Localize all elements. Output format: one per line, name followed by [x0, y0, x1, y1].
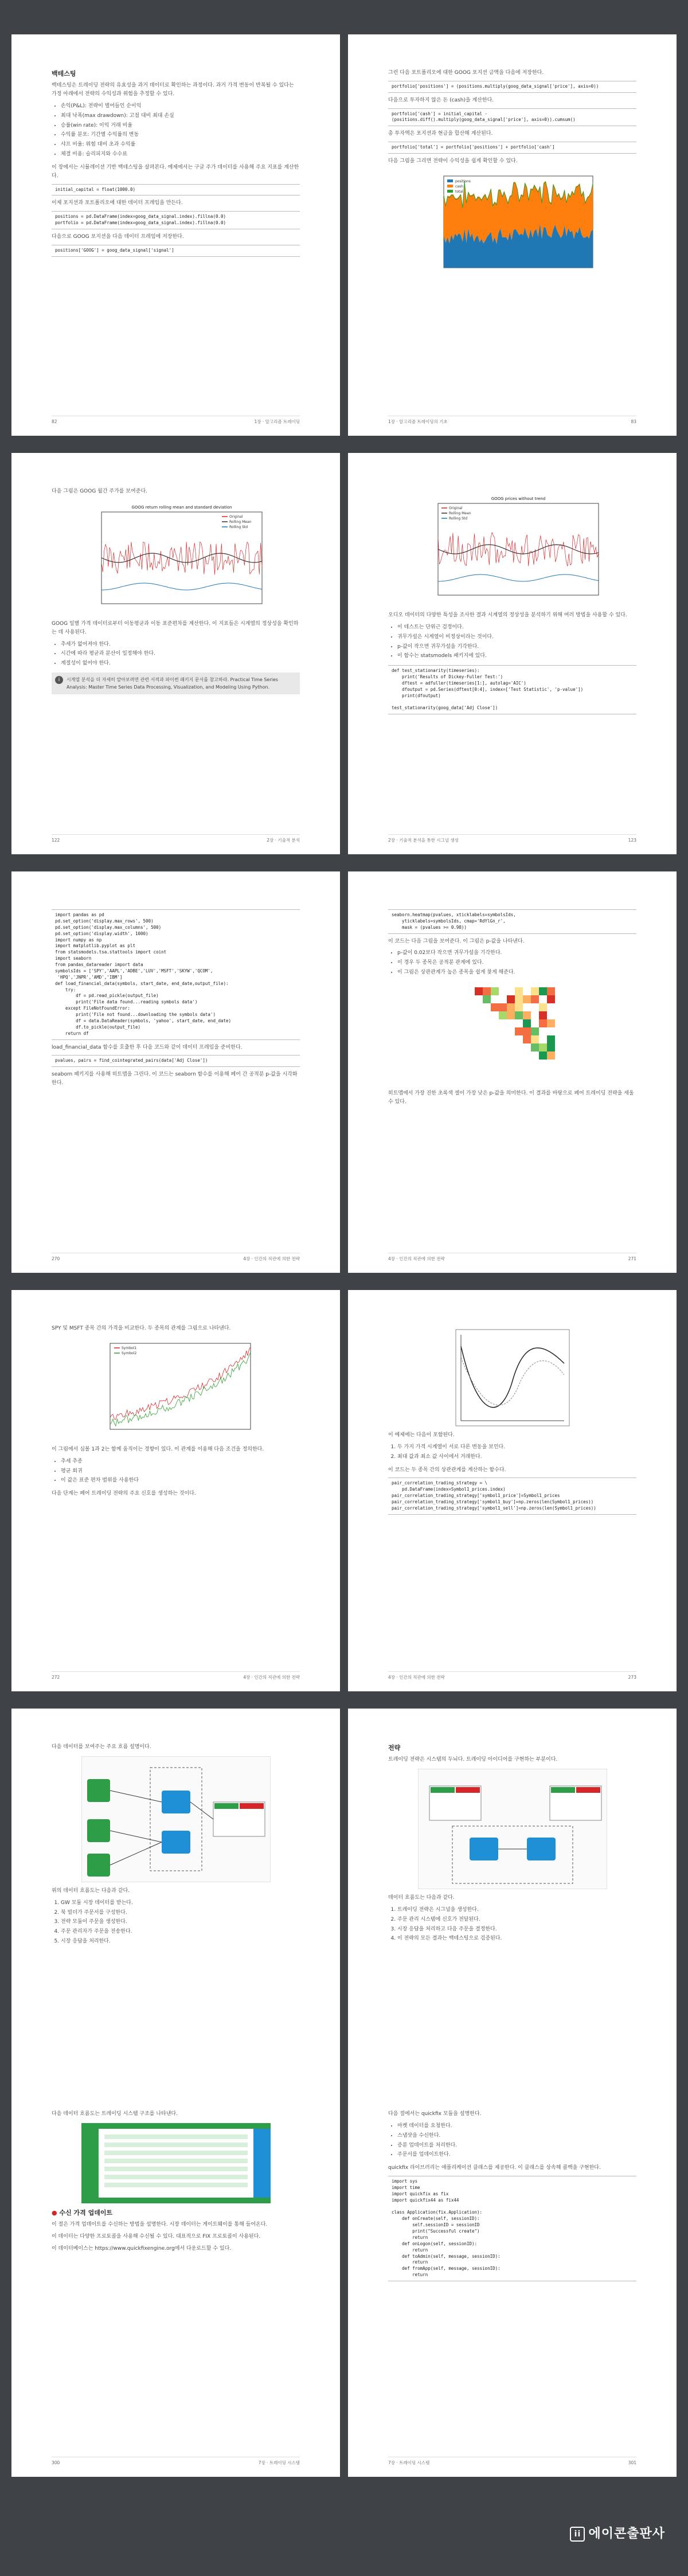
- paragraph: 오디오 데이터의 다양한 특성을 조사한 결과 시계열의 정상성을 분석하기 위해 여러 방법을 사용할 수 있다.: [388, 612, 627, 618]
- numbered-list: [397, 1906, 636, 1943]
- legend-swatch: [447, 185, 453, 187]
- heatmap-cell: [507, 1011, 515, 1019]
- list-item: • p-값이 0.02보다 작으면 귀무가설을 기각한다.: [397, 949, 636, 957]
- paragraph: 다음 그림은 GOOG 월간 주가를 보여준다.: [52, 488, 147, 494]
- page-300: [11, 2075, 340, 2477]
- venue-box: [87, 1779, 110, 1802]
- chapter-label: 4장 · 인간의 직관에 의한 전략: [388, 1256, 445, 1261]
- legend-label: Symbol2: [121, 1351, 136, 1355]
- list-item: • 추세 추종: [61, 1457, 300, 1466]
- paragraph: 이제 포지션과 포트폴리오에 대한 데이터 프레임을 만든다.: [52, 200, 183, 206]
- heatmap-cell: [547, 1043, 555, 1051]
- list-item: 1. 트레이딩 전략은 시그널을 생성한다.: [397, 1906, 636, 1914]
- page-number: 123: [628, 837, 636, 843]
- paragraph: 다음 단계는 페어 트레이딩 전략의 주요 신호를 생성하는 것이다.: [52, 1491, 196, 1497]
- list-item: 4. 이 전략의 모든 결과는 백테스팅으로 검증된다.: [397, 1934, 636, 1943]
- bullet-list: [61, 1457, 300, 1486]
- page-number: 122: [52, 837, 60, 843]
- code-block: portfolio['positions'] = (positions.multiply(goog_data_signal['price'], axis=0)): [388, 81, 636, 93]
- system-flow-diagram: [81, 2123, 271, 2203]
- page-footer: [388, 416, 636, 425]
- bullet-list: [61, 640, 300, 669]
- section-heading: 백테스팅: [52, 70, 76, 77]
- curve-diagram: [455, 1329, 570, 1426]
- list-item: • 귀무가설은 시계열이 비정상이라는 것이다.: [397, 633, 636, 642]
- heatmap-cell: [491, 987, 499, 995]
- list-item: 1. GW 모듈 시장 데이터를 받는다.: [61, 1899, 300, 1907]
- legend-label: total: [455, 189, 463, 194]
- plot-frame: [110, 1343, 251, 1429]
- list-item: • 계절성이 없어야 한다.: [61, 659, 300, 668]
- page-number: 300: [52, 2460, 60, 2465]
- list-item: • 이 경우 두 종목은 공적분 관계에 있다.: [397, 959, 636, 967]
- code-block: import pandas as pd pd.set_option('display.max_rows', 500) pd.set_option('display.max_columns', 500) pd.set_option('display.width', 1000) import numpy as np import matplotlib.pyplot as plt from statsmodels.tsa.stattools import coint import seaborn from pandas_datareader import data symbolsIds = ['SPY','AAPL','ADBE','LUV','MSFT','SKYW','QCOM', 'HPQ','JNPR','AMD','IBM'] def load_financial_data(symbols, start_date, end_date,output_file): try: df = pd.read_pickle(output_file) print('File data found...reading symbols data') except FileNotFoundError: print('File not found...downloading the symbols data') df = data.DataReader(symbols, 'yahoo', start_date, end_date) df.to_pickle(output_file) return df: [52, 909, 300, 1040]
- page-footer: [52, 1253, 300, 1262]
- list-item: • 이 그림은 상관관계가 높은 종목을 쉽게 찾게 해준다.: [397, 968, 636, 977]
- paragraph: 이 코드는 다음 그림을 보여준다. 이 그림은 p-값을 나타낸다.: [388, 938, 525, 944]
- code-block: import sys import time import quickfix as fix import quickfix44 as fix44 class Application(fix.Application): def onCreate(self, sessionID): self.sessionID = sessionID print("Successful create") return def onLogon(self, sessionID): return def toAdmin(self, message, sessionID): return def fromApp(self, message, sessionID): return: [388, 2176, 636, 2281]
- legend-label: Rolling Std: [448, 517, 467, 521]
- heatmap-cell: [531, 987, 539, 995]
- heatmap-cell: [523, 1011, 531, 1019]
- list-item: • 샤프 비율: 위험 대비 초과 수익률: [61, 140, 300, 149]
- list-item: • 시간에 따라 평균과 분산이 일정해야 한다.: [61, 650, 300, 658]
- heatmap-cell: [539, 1019, 547, 1027]
- page-277: [348, 1709, 677, 2110]
- heatmap-cell: [515, 1027, 523, 1035]
- page-122: [11, 453, 340, 854]
- code-block: pair_correlation_trading_strategy = \ pd.DataFrame(index=Symbol1_prices.index) pair_correlation_trading_strategy['symbol1_price']=Symbol1_prices pair_correlation_trading_strategy['symbol1_buy']=np.zeros(len(Symbol1_prices)) pair_correlation_trading_strategy['symbol1_sell']=np.zeros(len(Symbol1_prices)): [388, 1477, 636, 1514]
- paragraph: 다음 그림을 그리면 전략이 수익성을 쉽게 확인할 수 있다.: [388, 158, 518, 165]
- paragraph: SPY 및 MSFT 종목 간의 가격을 비교한다. 두 종목의 관계를 그림으로 나타낸다.: [52, 1326, 231, 1331]
- legend-label: cash: [455, 184, 463, 189]
- list-item: • 수익률 분포: 기간별 수익률의 변동: [61, 131, 300, 139]
- chapter-label: 4장 · 인간의 직관에 의한 전략: [243, 1256, 300, 1261]
- page-footer: [388, 1671, 636, 1681]
- legend-label: Rolling Mean: [229, 519, 251, 524]
- bullet-icon: ●: [52, 2208, 57, 2217]
- legend-label: positions: [455, 179, 471, 183]
- heatmap-cell: [531, 995, 539, 1003]
- paragraph: 데이터 흐름도는 다음과 같다.: [388, 1894, 455, 1901]
- heatmap-cell: [547, 987, 555, 995]
- heatmap-cell: [491, 1003, 499, 1011]
- paragraph: 다음으로 투자하지 않은 돈 (cash)을 계산한다.: [388, 97, 494, 103]
- heatmap-cell: [483, 995, 491, 1003]
- paragraph: 다음 절에서는 quickfix 모듈을 설명한다.: [388, 2111, 482, 2117]
- heatmap-cell: [507, 1003, 515, 1011]
- heatmap-cell: [523, 1035, 531, 1043]
- heatmap-cell: [515, 1003, 523, 1011]
- legend-label: Symbol1: [121, 1346, 136, 1350]
- legend-label: Rolling Std: [229, 525, 248, 529]
- list-item: 2. 최대 값과 최소 값 사이에서 거래한다.: [397, 1453, 636, 1461]
- paragraph: 이 그림에서 심볼 1과 2는 함께 움직이는 경향이 있다. 이 관계를 이용해 다음 조건을 정의한다.: [52, 1446, 264, 1452]
- numbered-list: [397, 1443, 636, 1461]
- heatmap-cell: [523, 1019, 531, 1027]
- heatmap-cell: [531, 1035, 539, 1043]
- code-block: positions = pd.DataFrame(index=goog_data_signal.index).fillna(0.0) portfolio = pd.DataFrame(index=goog_data_signal.index).fillna(0.0): [52, 211, 300, 229]
- paragraph: 이 절은 가격 업데이트를 수신하는 방법을 설명한다. 시장 데이터는 게이트웨이를 통해 들어온다.: [52, 2221, 268, 2227]
- tip-box: [52, 673, 300, 694]
- section-heading: [52, 2208, 300, 2218]
- heatmap-cell: [483, 987, 491, 995]
- info-icon: i: [55, 676, 63, 684]
- heatmap-cell: [539, 1043, 547, 1051]
- list-item: • 이 값은 표준 편차 범위를 사용한다: [61, 1476, 300, 1485]
- list-item: 5. 시장 응답을 처리한다.: [61, 1937, 300, 1946]
- publisher-name: 에이콘출판사: [588, 2527, 665, 2541]
- list-item: • 최대 낙폭(max drawdown): 고점 대비 최대 손실: [61, 112, 300, 120]
- heatmap-cell: [523, 995, 531, 1003]
- spread-6: [11, 2075, 677, 2477]
- paragraph: 그런 다음 포트폴리오에 대한 GOOG 포지션 금액을 다음에 저장한다.: [388, 70, 544, 76]
- chart-title: GOOG prices without trend: [491, 497, 545, 501]
- heatmap-cell: [515, 1011, 523, 1019]
- page-footer: [388, 2457, 636, 2466]
- list-item: • p-값이 작으면 귀무가설을 기각한다.: [397, 643, 636, 651]
- code-block: def test_stationarity(timeseries): print('Results of Dickey-Fuller Test:') dftest = adfuller(timeseries[1:], autolag='AIC') dfoutput = pd.Series(dftest[0:4], index=['Test Statistic', 'p-value']) print(dfoutput) test_stationarity(goog_data['Adj Close']): [388, 665, 636, 714]
- bullet-list: [61, 102, 300, 159]
- paragraph: 이 데이터는 다양한 프로토콜을 사용해 수신될 수 있다. 대표적으로 FIX 프로토콜이 사용된다.: [52, 2233, 261, 2239]
- paragraph: 위의 데이터 흐름도는 다음과 같다.: [52, 1887, 130, 1894]
- heatmap-cell: [539, 987, 547, 995]
- paragraph: 트레이딩 전략은 시스템의 두뇌다. 트레이딩 아이디어를 구현하는 부분이다.: [388, 1757, 558, 1763]
- page-footer: [52, 416, 300, 425]
- paragraph: 다음으로 GOOG 포지션을 다음 데이터 프레임에 저장한다.: [52, 234, 184, 240]
- list-item: 2. 주문 관리 시스템에 신호가 전달된다.: [397, 1916, 636, 1924]
- bullet-list: [397, 623, 636, 660]
- list-item: 3. 전략 모듈이 주문을 생성한다.: [61, 1918, 300, 1926]
- heatmap-cell: [515, 995, 523, 1003]
- legend-label: Original: [448, 506, 462, 510]
- heatmap-cell: [523, 1027, 531, 1035]
- list-item: • 체결 비용: 슬리피지와 수수료: [61, 150, 300, 159]
- list-item: 1. 두 가지 가격 시계열이 서로 다른 변동을 보인다.: [397, 1443, 636, 1452]
- page-123: [348, 453, 677, 854]
- chapter-label: 2장 · 기술적 분석: [267, 837, 300, 843]
- page-number: 271: [628, 1256, 636, 1261]
- code-block: initial_capital = float(1000.0): [52, 184, 300, 196]
- strategy-diagram: [418, 1769, 607, 1889]
- paragraph: 다음 데이터 흐름도는 트레이딩 시스템 구조를 나타낸다.: [52, 2111, 178, 2117]
- heatmap-cell: [531, 1027, 539, 1035]
- page-number: 301: [628, 2460, 636, 2465]
- section-heading: 전략: [388, 1744, 401, 1752]
- page-301: [348, 2075, 677, 2477]
- page-273: [348, 1290, 677, 1691]
- list-item: • 평균 회귀: [61, 1467, 300, 1476]
- section-heading-text: 수신 가격 업데이트: [59, 2208, 113, 2217]
- chapter-label: 7장 · 트레이딩 시스템: [258, 2460, 300, 2465]
- legend-label: Rolling Mean: [448, 511, 471, 515]
- list-item: • 이 함수는 statsmodels 패키지에 있다.: [397, 652, 636, 660]
- page-272: [11, 1290, 340, 1691]
- symbol-prices-chart: [96, 1338, 256, 1441]
- paragraph: 히트맵에서 가장 진한 초록색 셀이 가장 낮은 p-값을 의미한다. 이 결과를 바탕으로 페어 트레이딩 전략을 세울 수 있다.: [388, 1090, 634, 1105]
- page-footer: [388, 1253, 636, 1262]
- page-number: 272: [52, 1674, 60, 1680]
- heatmap-cell: [531, 1043, 539, 1051]
- heatmap-cell: [547, 995, 555, 1003]
- bullet-list: [397, 2122, 636, 2159]
- legend-swatch: [447, 190, 453, 193]
- list-item: 4. 주문 관리자가 주문을 전송한다.: [61, 1928, 300, 1936]
- page-number: 273: [628, 1674, 636, 1680]
- venue-box: [87, 1854, 110, 1877]
- heatmap-cell: [515, 987, 523, 995]
- list-item: • 추세가 없어져야 한다.: [61, 640, 300, 649]
- page-footer: [52, 2457, 300, 2466]
- code-block: positions['GOOG'] = goog_data_signal['signal']: [52, 245, 300, 257]
- heatmap-cell: [499, 1011, 507, 1019]
- list-item: • 손익(P&L): 전략이 벌어들인 순이익: [61, 102, 300, 111]
- paragraph: GOOG 일별 가격 데이터로부터 이동평균과 이동 표준편차를 계산한다. 이 지표들은 시계열의 정상성을 확인하는 데 사용된다.: [52, 620, 299, 635]
- paragraph: quickfix 라이브러리는 애플리케이션 클래스를 제공한다. 이 클래스를 상속해 콜백을 구현한다.: [388, 2165, 601, 2171]
- paragraph: load_financial_data 함수를 호출한 후 다음 코드와 같이 데이터 프레임을 준비한다.: [52, 1044, 243, 1050]
- page-82: [11, 34, 340, 436]
- heatmap-cell: [539, 1011, 547, 1019]
- list-item: • 증분 업데이트를 처리한다.: [397, 2141, 636, 2150]
- spread-1: [11, 34, 677, 436]
- page-number: 270: [52, 1256, 60, 1261]
- page-number: 83: [631, 419, 636, 424]
- pvalue-heatmap: [461, 982, 564, 1085]
- heatmap-cell: [539, 1051, 547, 1060]
- page-270: [11, 871, 340, 1273]
- spread-3: [11, 871, 677, 1273]
- heatmap-cell: [499, 1003, 507, 1011]
- spread-4: [11, 1290, 677, 1691]
- paragraph: 이 데이터베이스는 https://www.quickfixengine.org에서 다운로드할 수 있다.: [52, 2245, 232, 2251]
- paragraph: seaborn 패키지를 사용해 히트맵을 그린다. 이 코드는 seaborn 함수를 이용해 페어 간 공적분 p-값을 시각화한다.: [52, 1072, 298, 1086]
- paragraph: 이 예제에는 다음이 포함된다.: [388, 1432, 455, 1438]
- list-item: • 스냅샷을 수신한다.: [397, 2132, 636, 2140]
- chapter-label: 4장 · 인간의 직관에 의한 전략: [243, 1674, 300, 1680]
- data-flow-diagram: [81, 1756, 271, 1882]
- heatmap-cell: [539, 1003, 547, 1011]
- page-83: [348, 34, 677, 436]
- chapter-label: 1장 · 알고리즘 트레이딩의 기초: [388, 419, 448, 424]
- paragraph: 다음 데이터를 보여주는 주요 흐름 설명이다.: [52, 1744, 151, 1750]
- code-block: portfolio['cash'] = initial_capital - (positions.diff().multiply(goog_data_signal['price'], axis=0)).cumsum(): [388, 108, 636, 127]
- list-item: • 승률(win rate): 이익 거래 비율: [61, 122, 300, 130]
- rolling-stats-chart: [84, 501, 268, 615]
- page-number: 82: [52, 419, 57, 424]
- portfolio-area-chart: [427, 170, 599, 285]
- heatmap-cell: [547, 1035, 555, 1043]
- legend-swatch: [447, 179, 453, 182]
- tip-text: 시계열 분석을 더 자세히 알아보려면 관련 서적과 파이썬 패키지 문서를 참고하라. Practical Time Series Analysis: Master Time Series Data Processing, Visualization, and Modeling Using Python.: [67, 677, 278, 690]
- page-footer: [52, 834, 300, 844]
- chapter-label: 4장 · 인간의 직관에 의한 전략: [388, 1674, 445, 1680]
- code-block: seaborn.heatmap(pvalues, xticklabels=symbolsIds, yticklabels=symbolsIds, cmap='RdYlGn_r', mask = (pvalues >= 0.98)): [388, 909, 636, 934]
- chapter-label: 1장 · 알고리즘 트레이딩: [254, 419, 300, 424]
- list-item: • 이 테스트는 단위근 검정이다.: [397, 623, 636, 632]
- chapter-label: 2장 · 기술적 분석을 통한 시그널 생성: [388, 837, 459, 843]
- chapter-label: 7장 · 트레이딩 시스템: [388, 2460, 430, 2465]
- page-footer: [52, 1671, 300, 1681]
- prices-without-trend-chart: [421, 492, 604, 607]
- chart-title: GOOG return rolling mean and standard deviation: [131, 505, 232, 510]
- list-item: 2. 북 빌더가 주문서를 구성한다.: [61, 1909, 300, 1917]
- bullet-list: [397, 949, 636, 977]
- heatmap-cell: [547, 1051, 555, 1060]
- heatmap-cell: [507, 995, 515, 1003]
- paragraph: 이 장에서는 시뮬레이션 기반 백테스팅을 살펴본다. 예제에서는 구글 주가 데이터를 사용해 주요 지표를 계산한다.: [52, 164, 299, 179]
- paragraph: 총 투자액은 포지션과 현금을 합산해 계산된다.: [388, 131, 493, 137]
- page-footer: [388, 834, 636, 844]
- heatmap-cell: [547, 1019, 555, 1027]
- list-item: • 주문서를 업데이트한다.: [397, 2151, 636, 2159]
- publisher-logo: [570, 2524, 665, 2542]
- logo-icon: ii: [570, 2527, 585, 2542]
- paragraph: 이 코드는 두 종목 간의 상관관계를 계산하는 함수다.: [388, 1467, 506, 1473]
- list-item: • 마켓 데이터를 요청한다.: [397, 2122, 636, 2131]
- code-block: pvalues, pairs = find_cointegrated_pairs(data['Adj Close']): [52, 1055, 300, 1067]
- heatmap-cell: [475, 987, 483, 995]
- paragraph: 백테스팅은 트레이딩 전략의 유효성을 과거 데이터로 확인하는 과정이다. 과거 가격 변동이 반복될 수 있다는 가정 아래에서 전략의 수익성과 위험을 추정할 수 있다.: [52, 83, 294, 97]
- page-271: [348, 871, 677, 1273]
- legend-label: Original: [229, 514, 243, 519]
- spread-2: [11, 453, 677, 854]
- numbered-list: [61, 1899, 300, 1946]
- venue-box: [87, 1819, 110, 1842]
- list-item: 3. 시장 응답을 처리하고 다음 주문을 결정한다.: [397, 1925, 636, 1934]
- code-block: portfolio['total'] = portfolio['positions'] + portfolio['cash']: [388, 142, 636, 154]
- spread-5: [11, 1709, 677, 2110]
- page-276: [11, 1709, 340, 2110]
